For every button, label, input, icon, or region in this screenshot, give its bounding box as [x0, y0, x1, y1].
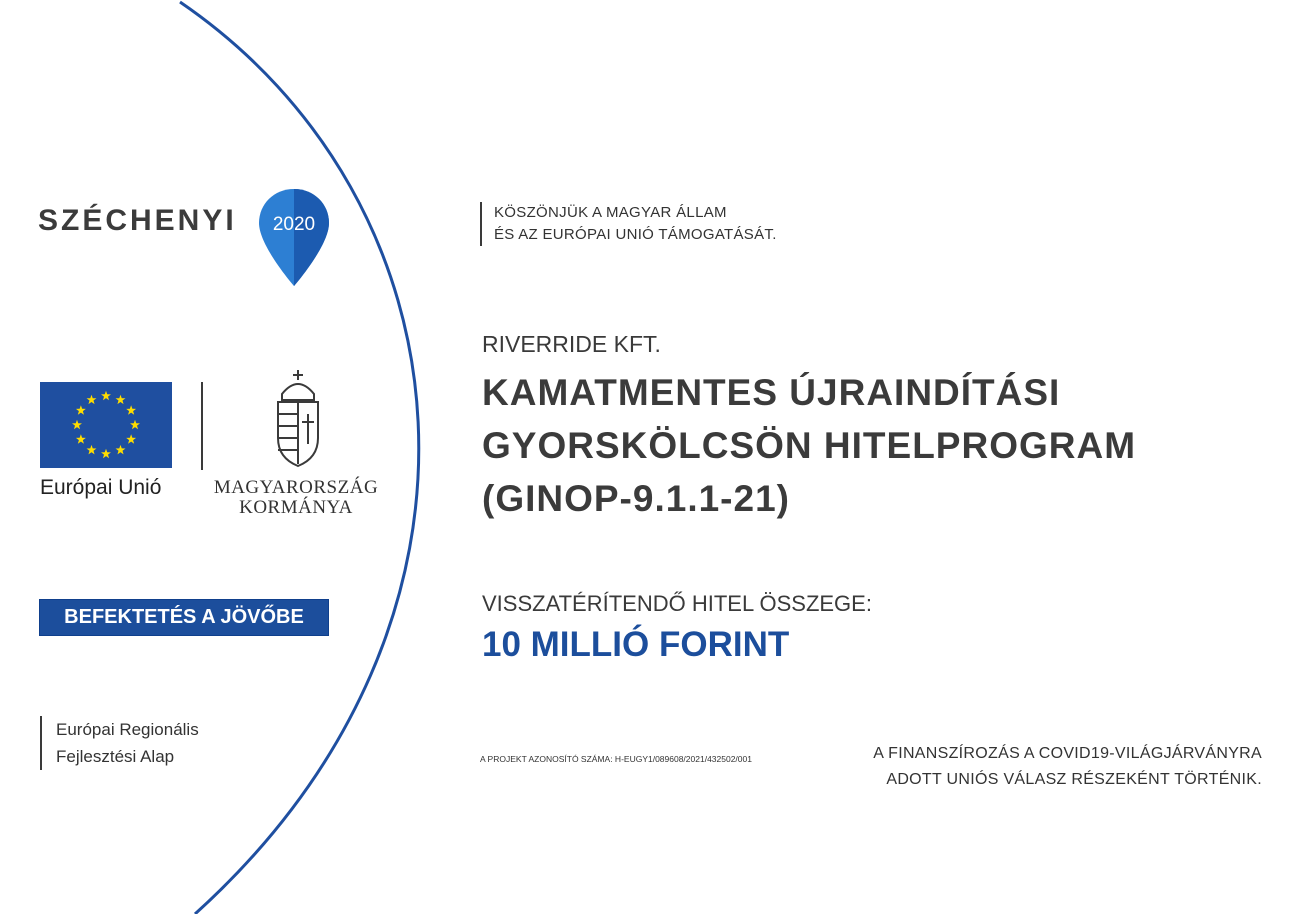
government-line-2: KORMÁNYA: [239, 497, 353, 518]
covid-line-1: A FINANSZÍROZÁS A COVID19-VILÁGJÁRVÁNYRA: [873, 745, 1262, 762]
beneficiary-name: RIVERRIDE KFT.: [482, 331, 661, 357]
loan-label: VISSZATÉRÍTENDŐ HITEL ÖSSZEGE:: [482, 591, 872, 616]
program-title-line-3: (GINOP-9.1.1-21): [482, 478, 790, 519]
covid-note: [873, 741, 1262, 793]
hungarian-coat-of-arms-icon: [268, 368, 328, 468]
loan-amount: 10 MILLIÓ FORINT: [482, 625, 790, 664]
eu-label: Európai Unió: [40, 476, 162, 499]
program-title-line-2: GYORSKÖLCSÖN HITELPROGRAM: [482, 425, 1137, 466]
logo-divider: [201, 382, 203, 470]
government-label: [213, 478, 379, 518]
thanks-line-1: KÖSZÖNJÜK A MAGYAR ÁLLAM: [494, 204, 727, 221]
program-title: [482, 366, 1136, 525]
szechenyi-year: 2020: [272, 214, 316, 235]
thanks-line-2: ÉS AZ EURÓPAI UNIÓ TÁMOGATÁSÁT.: [494, 226, 777, 243]
fund-line-1: Európai Regionális: [56, 720, 199, 739]
eu-flag-icon: [40, 382, 172, 468]
szechenyi-wordmark: SZÉCHENYI: [38, 204, 237, 237]
thanks-note: [480, 202, 777, 246]
invest-in-future-badge: BEFEKTETÉS A JÖVŐBE: [40, 600, 328, 635]
government-line-1: MAGYARORSZÁG: [213, 477, 379, 498]
szechenyi-pin-icon: [256, 186, 332, 290]
program-title-line-1: KAMATMENTES ÚJRAINDÍTÁSI: [482, 372, 1061, 413]
fund-line-2: Fejlesztési Alap: [56, 747, 175, 766]
fund-label: [40, 716, 199, 770]
covid-line-2: ADOTT UNIÓS VÁLASZ RÉSZEKÉNT TÖRTÉNIK.: [886, 771, 1262, 788]
project-id: A PROJEKT AZONOSÍTÓ SZÁMA: H-EUGY1/089608/2021/432502/001: [480, 754, 752, 764]
